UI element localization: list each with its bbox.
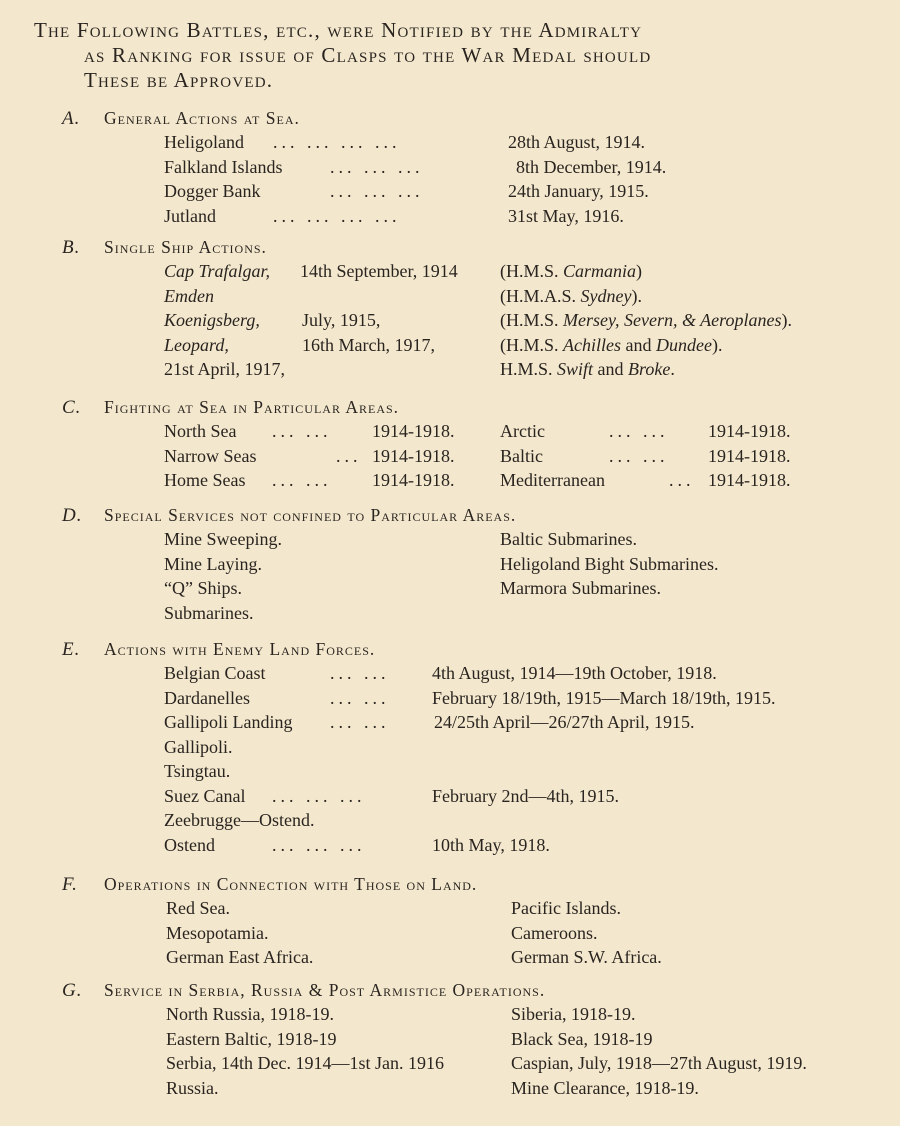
list-item <box>62 284 882 309</box>
list-item <box>62 661 882 686</box>
section-a <box>62 106 882 228</box>
list-item <box>62 784 882 809</box>
list-item <box>62 1076 882 1101</box>
area-name: Home Seas <box>164 470 246 490</box>
battle-date: 24th January, 1915. <box>508 181 649 201</box>
list-item <box>62 419 882 444</box>
service-name: Russia. <box>166 1077 219 1098</box>
list-item <box>62 527 882 552</box>
action-name: Suez Canal <box>164 785 246 806</box>
service-name: Marmora Submarines. <box>500 578 661 598</box>
list-item <box>62 833 882 858</box>
service-name: “Q” Ships. <box>164 578 242 598</box>
section-heading <box>62 872 882 896</box>
action-name: Ostend <box>164 834 215 855</box>
area-dates: 1914-1918. <box>708 421 791 441</box>
section-letter: B. <box>62 237 81 258</box>
british-ships: (H.M.A.S. Sydney). <box>500 285 642 306</box>
operation-name: German East Africa. <box>166 947 314 967</box>
service-name: Mine Clearance, 1918-19. <box>511 1077 699 1098</box>
battle-date: 16th March, 1917, <box>302 334 435 355</box>
service-name: Mine Sweeping. <box>164 529 282 549</box>
list-item <box>62 1051 882 1076</box>
section-d <box>62 503 882 625</box>
service-name: Baltic Submarines. <box>500 529 637 549</box>
section-title: Actions with Enemy Land Forces. <box>104 639 376 659</box>
leader-dots: ... ... ... <box>330 156 424 177</box>
list-item <box>62 552 882 577</box>
area-name: North Sea <box>164 421 237 441</box>
area-dates: 1914-1918. <box>372 421 455 441</box>
area-name: Mediterranean <box>500 470 605 490</box>
list-item <box>62 1002 882 1027</box>
section-heading <box>62 106 882 130</box>
leader-dots: ... <box>336 445 362 466</box>
service-name: Siberia, 1918-19. <box>511 1004 636 1024</box>
area-dates: 1914-1918. <box>708 445 791 466</box>
list-item <box>62 945 882 970</box>
service-name: North Russia, 1918-19. <box>166 1004 334 1024</box>
battle-date: 8th December, 1914. <box>516 156 667 177</box>
service-name: Submarines. <box>164 602 254 623</box>
battle-name: Heligoland <box>164 132 244 152</box>
area-dates: 1914-1918. <box>372 470 455 490</box>
battle-date: 14th September, 1914 <box>300 261 458 281</box>
battle-date: July, 1915, <box>302 310 381 330</box>
service-name: Serbia, 14th Dec. 1914—1st Jan. 1916 <box>166 1053 444 1073</box>
action-name: Tsingtau. <box>164 761 231 781</box>
action-name: Gallipoli Landing <box>164 712 293 732</box>
section-letter: A. <box>62 108 81 129</box>
list-item <box>62 686 882 711</box>
action-name: Zeebrugge—Ostend. <box>164 810 315 830</box>
section-title: Single Ship Actions. <box>104 237 267 257</box>
section-letter: C. <box>62 397 82 418</box>
leader-dots: ... <box>669 470 695 490</box>
section-f <box>62 872 882 970</box>
ship-name: Cap Trafalgar, <box>164 261 271 281</box>
action-name: Belgian Coast <box>164 663 266 683</box>
action-name: Gallipoli. <box>164 736 233 757</box>
service-name: Heligoland Bight Submarines. <box>500 553 719 574</box>
ship-name: Emden <box>164 285 214 306</box>
list-item <box>62 308 882 333</box>
battle-name: Jutland <box>164 205 216 226</box>
list-item <box>62 896 882 921</box>
list-item <box>62 155 882 180</box>
leader-dots: ... ... <box>272 421 332 441</box>
leader-dots: ... ... ... <box>272 834 366 855</box>
battle-name: Dogger Bank <box>164 181 261 201</box>
area-dates: 1914-1918. <box>708 470 791 490</box>
operation-name: Red Sea. <box>166 898 230 918</box>
section-title: Service in Serbia, Russia & Post Armistice Operations. <box>104 980 546 1000</box>
british-ships: (H.M.S. Carmania) <box>500 261 643 281</box>
service-name: Black Sea, 1918-19 <box>511 1028 653 1049</box>
section-title: Special Services not confined to Particular Areas. <box>104 505 517 525</box>
leader-dots: ... ... ... ... <box>273 132 401 152</box>
leader-dots: ... ... ... <box>330 181 424 201</box>
list-item <box>62 735 882 760</box>
list-item <box>62 710 882 735</box>
leader-dots: ... ... ... <box>272 785 366 806</box>
operation-name: German S.W. Africa. <box>511 947 662 967</box>
list-item <box>62 130 882 155</box>
section-heading <box>62 637 882 661</box>
title-line-1: The Following Battles, etc., were Notified by the Admiralty <box>34 18 643 42</box>
action-dates: 10th May, 1918. <box>432 834 550 855</box>
operation-name: Cameroons. <box>511 922 598 943</box>
list-item <box>62 1027 882 1052</box>
section-title: General Actions at Sea. <box>104 108 300 128</box>
area-dates: 1914-1918. <box>372 445 455 466</box>
action-dates: 24/25th April—26/27th April, 1915. <box>434 712 695 732</box>
action-dates: 4th August, 1914—19th October, 1918. <box>432 663 717 683</box>
leader-dots: ... ... <box>609 421 669 441</box>
section-g <box>62 978 882 1100</box>
section-heading <box>62 503 882 527</box>
british-ships: (H.M.S. Mersey, Severn, & Aeroplanes). <box>500 310 792 330</box>
list-item <box>62 808 882 833</box>
leader-dots: ... ... ... ... <box>273 205 401 226</box>
area-name: Baltic <box>500 445 543 466</box>
battle-date: 21st April, 1917, <box>164 359 286 379</box>
list-item <box>62 179 882 204</box>
battle-date: 28th August, 1914. <box>508 132 646 152</box>
list-item <box>62 444 882 469</box>
service-name: Mine Laying. <box>164 553 262 574</box>
section-title: Operations in Connection with Those on Land. <box>104 874 478 894</box>
section-heading <box>62 978 882 1002</box>
leader-dots: ... ... <box>609 445 669 466</box>
operation-name: Mesopotamia. <box>166 922 269 943</box>
list-item <box>62 357 882 382</box>
ship-name: Koenigsberg, <box>164 310 260 330</box>
section-title: Fighting at Sea in Particular Areas. <box>104 397 400 417</box>
list-item <box>62 259 882 284</box>
british-ships: (H.M.S. Achilles and Dundee). <box>500 334 723 355</box>
list-item <box>62 759 882 784</box>
section-heading <box>62 235 882 259</box>
leader-dots: ... ... <box>330 687 390 708</box>
leader-dots: ... ... <box>272 470 332 490</box>
service-name: Caspian, July, 1918—27th August, 1919. <box>511 1053 807 1073</box>
section-letter: G. <box>62 980 83 1001</box>
list-item <box>62 601 882 626</box>
operation-name: Pacific Islands. <box>511 898 621 918</box>
service-name: Eastern Baltic, 1918-19 <box>166 1028 337 1049</box>
section-c <box>62 395 882 493</box>
action-dates: February 2nd—4th, 1915. <box>432 785 619 806</box>
section-letter: D. <box>62 505 83 526</box>
area-name: Narrow Seas <box>164 445 257 466</box>
section-b <box>62 235 882 382</box>
page-title <box>34 18 874 93</box>
list-item <box>62 333 882 358</box>
leader-dots: ... ... <box>330 663 390 683</box>
list-item <box>62 921 882 946</box>
title-line-3: These be Approved. <box>84 68 274 92</box>
section-letter: E. <box>62 639 81 660</box>
action-name: Dardanelles <box>164 687 250 708</box>
battle-date: 31st May, 1916. <box>508 205 624 226</box>
title-line-2: as Ranking for issue of Clasps to the War Medal should <box>84 43 652 67</box>
section-e <box>62 637 882 857</box>
section-letter: F. <box>62 874 78 895</box>
action-dates: February 18/19th, 1915—March 18/19th, 1915. <box>432 687 776 708</box>
ship-name: Leopard, <box>164 334 229 355</box>
area-name: Arctic <box>500 421 545 441</box>
list-item <box>62 204 882 229</box>
list-item <box>62 576 882 601</box>
section-heading <box>62 395 882 419</box>
list-item <box>62 468 882 493</box>
british-ships: H.M.S. Swift and Broke. <box>500 359 675 379</box>
battle-name: Falkland Islands <box>164 156 283 177</box>
leader-dots: ... ... <box>330 712 390 732</box>
